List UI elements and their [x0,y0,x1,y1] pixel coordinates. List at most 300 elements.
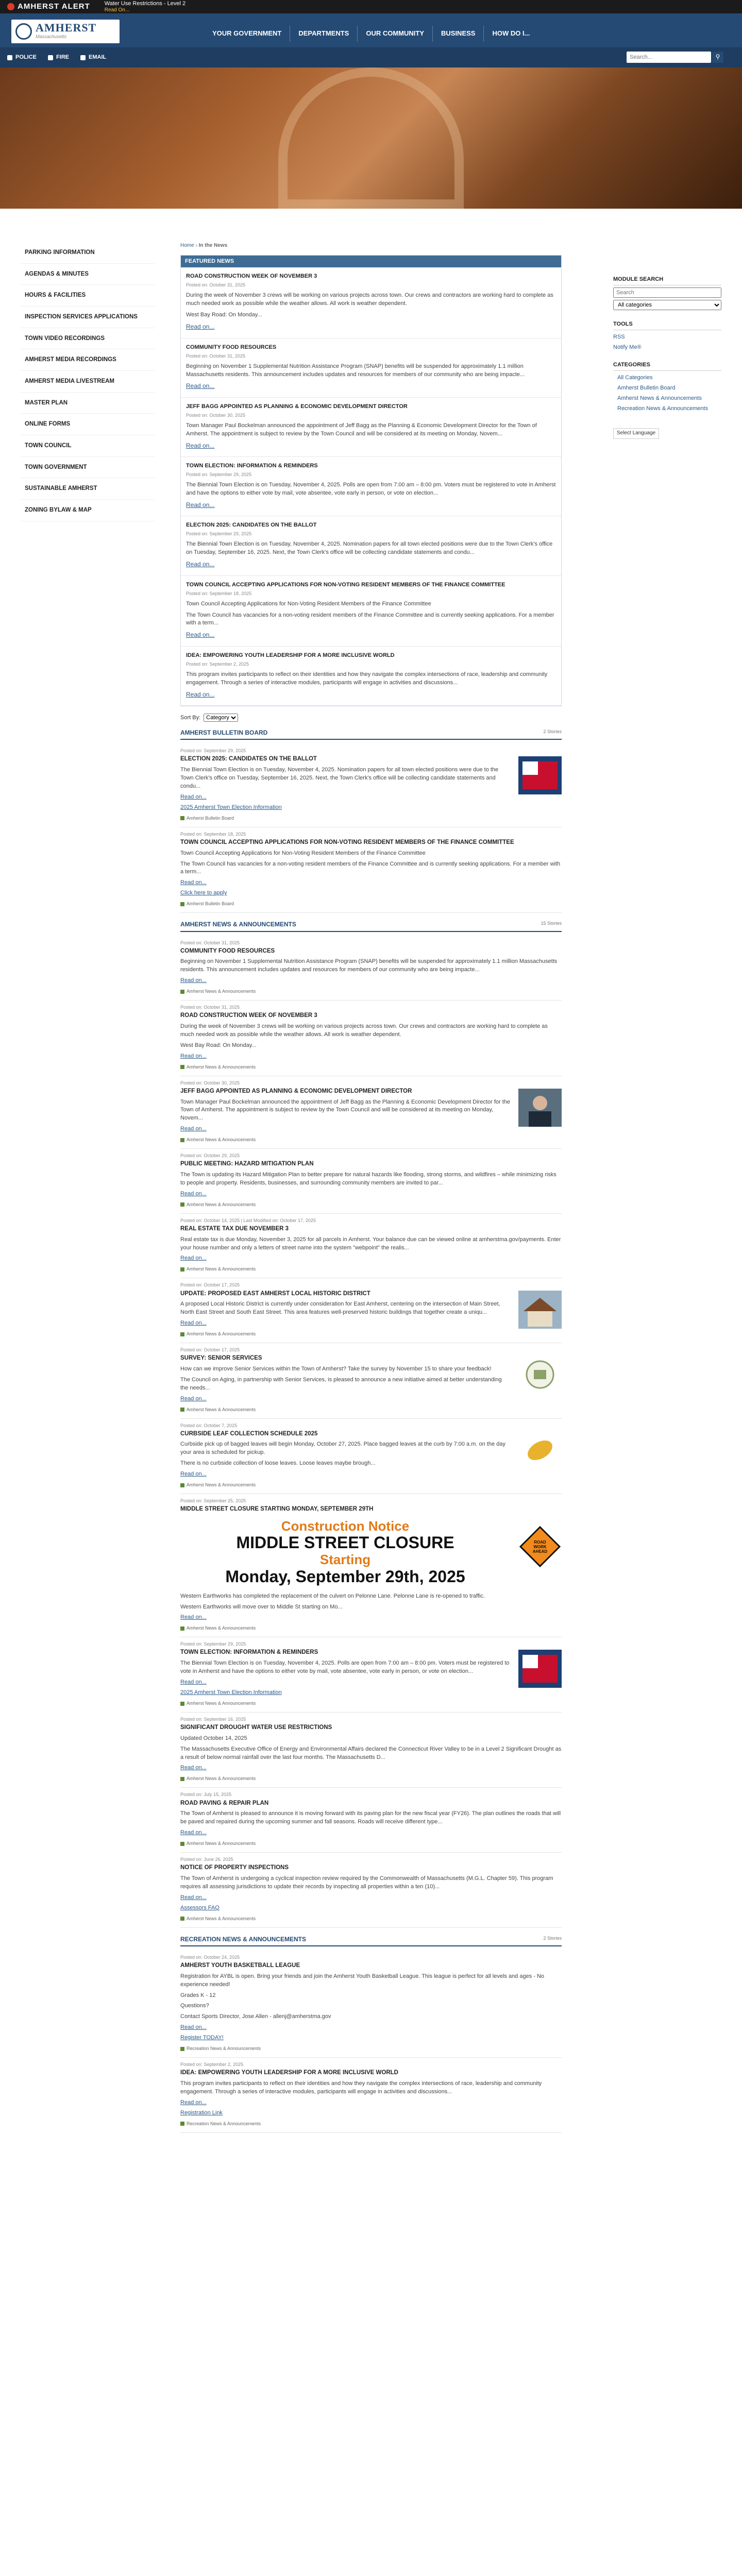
news-item-body [180,1282,510,1337]
news-item-body [180,1347,510,1413]
news-item [180,1001,562,1076]
nav-how-do-i[interactable]: HOW DO I... [483,26,538,42]
section-count: 15 Stories [541,921,562,926]
news-item [180,1278,562,1343]
translate-select[interactable]: Select Language [613,428,659,439]
featured-item [181,338,561,398]
section-title[interactable]: AMHERST BULLETIN BOARD [180,729,268,736]
read-on-link[interactable]: Read on... [180,879,207,886]
read-on-link[interactable]: Read on... [180,1679,207,1686]
featured-item-date: Posted on: September 18, 2025 [186,590,252,596]
news-item-body [180,2061,562,2127]
news-item [180,1853,562,1928]
featured-item-title[interactable]: ELECTION 2025: CANDIDATES ON THE BALLOT [186,522,317,529]
news-item-category-label[interactable]: Amherst News & Announcements [187,989,256,994]
category-icon [180,2047,184,2051]
road-work-sign [518,1525,562,1563]
hero-image [0,67,742,209]
news-item-link[interactable]: Click here to apply [180,890,227,896]
news-item-summary: Beginning on November 1 Supplemental Nutrition Assistance Program (SNAP) benefits will be suspended for approximately 1.1 million Massachusetts residents. This announcement includes updates and resources for members of our community who are being impacte... [180,958,558,973]
news-item [180,1494,562,1637]
read-on-link[interactable]: Read on... [180,1829,207,1836]
category-icon [180,990,184,994]
news-item-summary: Updated October 14, 2025 [180,1735,247,1741]
section-header [180,1935,562,1946]
read-on-link[interactable]: Read on... [180,1320,207,1327]
news-item-thumbnail[interactable] [518,1650,562,1688]
news-item-title[interactable]: SURVEY: SENIOR SERVICES [180,1355,262,1362]
news-item-title[interactable]: ELECTION 2025: CANDIDATES ON THE BALLOT [180,756,317,762]
news-section [180,728,562,913]
news-item-date: Posted on: October 17, 2025 [180,1282,240,1288]
alert-title[interactable]: Water Use Restrictions - Level 2 [104,0,186,7]
news-item-link[interactable]: Registration Link [180,2109,223,2116]
left-nav-item[interactable]: ONLINE FORMS [21,414,155,435]
featured-item-date: Posted on: September 2, 2025 [186,661,249,667]
news-item-date: Posted on: September 25, 2025 [180,1498,246,1504]
news-item-date: Posted on: October 24, 2025 [180,1954,240,1960]
featured-item-title[interactable]: TOWN COUNCIL ACCEPTING APPLICATIONS FOR NON-VOTING RESIDENT MEMBERS OF THE FINANCE COMMITTEE [186,581,505,588]
left-nav-item[interactable]: TOWN GOVERNMENT [21,457,155,479]
featured-item-summary: West Bay Road: On Monday... [186,312,262,318]
news-item-category-label[interactable]: Amherst Bulletin Board [187,901,234,907]
read-on-link[interactable]: Read on... [180,2099,207,2106]
featured-item-title[interactable]: IDEA: EMPOWERING YOUTH LEADERSHIP FOR A MORE INCLUSIVE WORLD [186,652,395,658]
news-item-category [180,1625,510,1632]
read-on-link[interactable]: Read on... [180,977,207,984]
left-nav-item[interactable]: HOURS & FACILITIES [21,285,155,307]
news-item-summary: This program invites participants to reflect on their identities and how they navigate the complex intersections of race, leadership and community engagement. Through a series of interactive modules, participants will engage in activities and discussions... [180,2080,542,2095]
alert-read-on[interactable]: Read On... [104,7,130,13]
read-on-link[interactable]: Read on... [180,1053,207,1059]
news-item-summary: A proposed Local Historic District is currently under consideration for East Amherst, centering on the intersection of Main Street, North East Street and South East Street. This area features well-preserved historic buildings that together create a uniqu... [180,1301,500,1316]
nav-our-community[interactable]: OUR COMMUNITY [357,26,432,42]
news-item-body [180,1217,562,1273]
news-item [180,1214,562,1279]
featured-item-date: Posted on: October 31, 2025 [186,353,246,359]
news-item [180,1343,562,1419]
featured-item-title[interactable]: TOWN ELECTION: INFORMATION & REMINDERS [186,463,318,469]
news-item-category [180,1775,562,1782]
featured-item [181,516,561,575]
brand-name: AMHERST [36,21,97,35]
news-item-category [180,1201,562,1208]
news-item-body [180,831,562,907]
read-on-link[interactable]: Read on... [186,382,215,390]
read-on-link[interactable]: Read on... [186,561,215,568]
news-item-category [180,1840,562,1847]
section-header [180,920,562,931]
news-item-date: Posted on: October 31, 2025 [180,940,240,945]
alert-bell-icon [7,3,14,10]
news-item-category-label[interactable]: Amherst News & Announcements [187,1331,256,1336]
news-item-category [180,1266,562,1273]
featured-news [180,255,562,707]
news-item-category-label[interactable]: Amherst News & Announcements [187,1201,256,1207]
featured-item [181,576,561,647]
read-on-link[interactable]: Read on... [180,1255,207,1262]
featured-item-date: Posted on: September 29, 2025 [186,472,252,478]
news-item-thumbnail[interactable] [518,1355,562,1394]
news-item-summary: There is no curbside collection of loose leaves. Loose leaves maybe brough... [180,1460,376,1467]
news-item-category-label[interactable]: Amherst News & Announcements [187,1840,256,1846]
news-item-thumbnail[interactable] [518,1431,562,1469]
news-item-title[interactable]: COMMUNITY FOOD RESOURCES [180,947,275,954]
left-nav-item[interactable]: MASTER PLAN [21,393,155,414]
read-on-link[interactable]: Read on... [180,2024,207,2031]
read-on-link[interactable]: Read on... [186,323,215,331]
hero-arch [278,67,464,209]
email-link[interactable] [80,54,106,62]
read-on-link[interactable]: Read on... [180,1894,207,1901]
featured-item [181,267,561,338]
tools [613,320,721,353]
read-on-link[interactable]: Read on... [180,1765,207,1771]
news-item-category-label[interactable]: Amherst News & Announcements [187,1625,256,1631]
news-item-category [180,2045,562,2052]
news-item-category-label[interactable]: Recreation News & Announcements [187,2121,261,2126]
featured-item-summary: The Biennial Town Election is on Tuesday, November 4, 2025. Nomination papers for all town elected positions were due to the Town Clerk's office on Tuesday, September 16, 2025. Next, the Town Clerk's office will be collecting candidate statements and condu... [186,541,553,556]
category-icon [180,1332,184,1336]
news-item-summary: During the week of November 3 crews will be working on various projects across town. Our crews and contractors are working hard to complete as much needed work as possible while the weather allows. All work is weather dependent. [180,1023,548,1038]
police-label: POLICE [15,54,37,60]
police-icon [7,55,12,60]
news-item-title[interactable]: IDEA: EMPOWERING YOUTH LEADERSHIP FOR A MORE INCLUSIVE WORLD [180,2070,398,2076]
news-item-link[interactable]: Register TODAY! [180,2035,224,2041]
police-link[interactable] [7,54,37,62]
main-content [180,242,562,2140]
news-item-summary: Western Earthworks will move over to Middle St starting on Mo... [180,1603,343,1610]
news-item-title[interactable]: PUBLIC MEETING: HAZARD MITIGATION PLAN [180,1161,314,1167]
news-item [180,1788,562,1853]
news-item-date: Posted on: October 31, 2025 [180,1005,240,1010]
category-icon [180,1065,184,1069]
left-nav-item[interactable]: AGENDAS & MINUTES [21,264,155,285]
alert-logo: AMHERST ALERT [18,2,90,11]
road-work-sign-label: ROAD WORK AHEAD [532,1540,548,1554]
news-item-category [180,988,562,995]
news-item-summary: The Biennial Town Election is on Tuesday, November 4, 2025. Polls are open from 7:00 am – 8:00 pm. Voters must be registered to vote in Amherst and have the options to either vote by mail, vote absentee, vote early in person, or vote on election... [180,1660,510,1675]
news-item [180,827,562,913]
brand-tagline: Massachusetts [36,34,67,40]
read-on-link[interactable]: Read on... [186,501,215,509]
left-nav-item[interactable]: TOWN VIDEO RECORDINGS [21,328,155,350]
categories-title: CATEGORIES [613,361,721,371]
read-on-link[interactable]: Read on... [186,631,215,639]
module-category-select[interactable] [613,300,721,310]
category-icon [180,1777,184,1781]
module-search [613,276,721,312]
news-item [180,1951,562,2058]
nav-departments[interactable]: DEPARTMENTS [290,26,357,42]
category-icon [180,1202,184,1207]
news-item-link[interactable]: Assessors FAQ [180,1904,220,1911]
news-item-summary: The Town of Amherst is pleased to announce it is moving forward with its paving plan for the new fiscal year (FY26). The plan outlines the roads that will be paved and repaired during the upcoming summer and fall seasons. Roads will receive different type... [180,1810,561,1825]
section-count: 2 Stories [543,729,562,734]
read-on-link[interactable]: Read on... [180,1190,207,1197]
email-icon [80,55,86,60]
section-header [180,728,562,740]
news-item [180,1149,562,1214]
read-on-link[interactable]: Read on... [180,1126,207,1132]
featured-item-title[interactable]: JEFF BAGG APPOINTED AS PLANNING & ECONOMIC DEVELOPMENT DIRECTOR [186,403,408,410]
categories [613,361,721,414]
news-item-title[interactable]: UPDATE: PROPOSED EAST AMHERST LOCAL HISTORIC DISTRICT [180,1290,370,1297]
news-item [180,936,562,1001]
construction-notice-line: MIDDLE STREET CLOSURE [236,1533,454,1552]
news-item-body [180,940,562,995]
news-item [180,744,562,827]
news-item-date: Posted on: September 18, 2025 [180,831,246,837]
news-item [180,1637,562,1713]
news-item-summary: The Biennial Town Election is on Tuesday, November 4, 2025. Nomination papers for all town elected positions were due to the Town Clerk's office on Tuesday, September 16, 2025. Next, the Town Clerk's office will be collecting candidate statements and condu... [180,767,499,789]
category-icon [180,1626,184,1631]
news-item-body [180,1004,562,1071]
fire-link[interactable] [48,54,69,62]
module-search-title: MODULE SEARCH [613,276,721,285]
sort-by [180,714,562,722]
news-item-category [180,1916,562,1922]
news-item-title[interactable]: NOTICE OF PROPERTY INSPECTIONS [180,1865,289,1871]
email-label: EMAIL [89,54,107,60]
news-item-date: Posted on: September 2, 2025 [180,2062,244,2067]
news-item-title[interactable]: MIDDLE STREET CLOSURE STARTING MONDAY, SEPTEMBER 29TH [180,1506,374,1513]
search-icon: ⚲ [715,53,720,61]
left-nav-item[interactable]: TOWN COUNCIL [21,435,155,457]
news-item-category [180,1064,562,1071]
fire-icon [48,55,53,60]
news-item-category-label[interactable]: Amherst News & Announcements [187,1137,256,1143]
news-item-summary: The Town is updating its Hazard Mitigation Plan to better prepare for natural hazards like flooding, strong storms, and wildfires – while minimizing risks to people and property. Residents, businesses, and surrounding community members are invited to par... [180,1172,556,1186]
news-item-date: Posted on: October 14, 2025 | Last Modified on: October 17, 2025 [180,1217,316,1223]
featured-item-summary: During the week of November 3 crews will be working on various projects across town. Our crews and contractors are working hard to complete as much needed work as possible while the weather allows. All work is weather dependent. [186,292,553,307]
news-item-date: Posted on: September 29, 2025 [180,748,246,754]
utility-nav [0,47,742,67]
news-item-title[interactable]: TOWN COUNCIL ACCEPTING APPLICATIONS FOR NON-VOTING RESIDENT MEMBERS OF THE FINANCE COMMITTEE [180,839,514,845]
featured-item-date: Posted on: October 30, 2025 [186,412,246,418]
news-item-body [180,1153,562,1208]
left-nav-item[interactable]: PARKING INFORMATION [21,242,155,264]
news-item-category-label[interactable]: Amherst News & Announcements [187,1700,256,1706]
news-item-title[interactable]: CURBSIDE LEAF COLLECTION SCHEDULE 2025 [180,1430,318,1437]
section-title[interactable]: RECREATION NEWS & ANNOUNCEMENTS [180,1935,307,1943]
section-count: 2 Stories [543,1935,562,1941]
news-item-category [180,1700,510,1707]
news-item [180,1419,562,1495]
section-title[interactable]: AMHERST NEWS & ANNOUNCEMENTS [180,921,296,928]
news-item-category-label[interactable]: Amherst News & Announcements [187,1776,256,1782]
news-item-category [180,901,562,907]
read-on-link[interactable]: Read on... [180,1395,207,1402]
category-icon [180,816,184,820]
news-item-date: Posted on: October 17, 2025 [180,1347,240,1353]
news-item-category-label[interactable]: Recreation News & Announcements [187,2046,261,2052]
read-on-link[interactable]: Read on... [180,793,207,800]
category-link[interactable]: Recreation News & Announcements [617,405,709,412]
category-icon [180,2122,184,2126]
news-item-body [180,1954,562,2052]
news-item-title[interactable]: TOWN ELECTION: INFORMATION & REMINDERS [180,1649,318,1656]
news-item-body [180,1422,510,1489]
featured-item [181,398,561,457]
featured-item-date: Posted on: September 29, 2025 [186,531,252,537]
featured-item-summary: The Town Council has vacancies for a non-voting resident members of the Finance Committee and is currently seeking applications. For a member with a term... [186,612,554,626]
news-item-date: Posted on: June 26, 2025 [180,1857,233,1862]
news-item-category-label[interactable]: Amherst News & Announcements [187,1916,256,1921]
alert-message[interactable] [105,1,185,13]
left-nav-item[interactable]: INSPECTION SERVICES APPLICATIONS [21,307,155,328]
category-icon [180,1842,184,1846]
featured-item [181,647,561,706]
news-item-category [180,2121,562,2127]
news-item-category-label[interactable]: Amherst News & Announcements [187,1406,256,1412]
featured-item-summary: Town Manager Paul Bockelman announced the appointment of Jeff Bagg as the Planning & Economic Development Director for the Town of Amherst. The appointment is subject to review by the Town Council and will be considered at its meeting on Monday, Novem... [186,422,537,437]
news-item-title[interactable]: AMHERST YOUTH BASKETBALL LEAGUE [180,1962,300,1969]
breadcrumb: Home › In the News [180,243,228,248]
news-item-thumbnail[interactable] [518,1089,562,1127]
news-item [180,1076,562,1149]
rss-link[interactable]: RSS [613,333,625,340]
category-icon [180,1702,184,1706]
news-item-date: Posted on: July 15, 2025 [180,1792,232,1798]
category-link[interactable]: All Categories [617,374,653,381]
news-item-summary: Grades K - 12 [180,1992,216,1998]
news-item-summary: How can we improve Senior Services within the Town of Amherst? Take the survey by November 15 to share your feedback! [180,1365,492,1372]
news-item-date: Posted on: October 7, 2025 [180,1422,238,1428]
news-item-body [180,1080,510,1144]
news-item-summary: The Town of Amherst is undergoing a cyclical inspection review required by the Commonwealth of Massachusetts (M.G.L. Chapter 59). This program requires all assessing jurisdictions to update their records by inspecting all properties within a ten (10)... [180,1875,553,1890]
category-link[interactable]: Amherst News & Announcements [617,395,702,401]
category-icon [180,1408,184,1412]
news-item-summary: Contact Sports Director, Jose Allen - allenj@amherstma.gov [180,2013,331,2020]
news-item-summary: Questions? [180,2003,209,2009]
construction-notice-line: Starting [319,1552,371,1568]
news-item-body [180,1498,510,1632]
read-on-link[interactable]: Read on... [180,1471,207,1478]
news-item-body [180,748,510,821]
featured-item-title[interactable]: ROAD CONSTRUCTION WEEK OF NOVEMBER 3 [186,273,317,280]
news-item-category [180,1137,510,1143]
news-item-date: Posted on: September 16, 2025 [180,1716,246,1722]
alert-bar [0,0,742,13]
left-nav-item[interactable]: AMHERST MEDIA LIVESTREAM [21,371,155,393]
news-item-summary: Curbside pick up of bagged leaves will begin Monday, October 27, 2025. Place bagged leaves at the curb by 7:00 a.m. on the day your area is scheduled for pickup. [180,1441,505,1456]
featured-item-summary: Town Council Accepting Applications for Non-Voting Resident Members of the Finance Committee [186,600,431,607]
construction-notice-line: Construction Notice [281,1518,410,1534]
module-search-input[interactable] [613,287,721,298]
site-logo[interactable] [11,20,120,43]
left-nav-item[interactable]: ZONING BYLAW & MAP [21,500,155,521]
news-item-summary: West Bay Road: On Monday... [180,1042,257,1048]
featured-item-summary: Beginning on November 1 Supplemental Nutrition Assistance Program (SNAP) benefits will be suspended for approximately 1.1 million Massachusetts residents. This announcement includes updates and resources for members of our community who are being impacte... [186,363,525,378]
read-on-link[interactable]: Read on... [186,690,215,698]
news-item-date: Posted on: October 30, 2025 [180,1080,240,1086]
read-on-link[interactable]: Read on... [186,442,215,449]
site-search-input[interactable] [627,52,711,63]
left-nav-item[interactable]: AMHERST MEDIA RECORDINGS [21,349,155,371]
breadcrumb-current: In the News [198,243,228,248]
news-item-link[interactable]: 2025 Amherst Town Election Information [180,1689,282,1696]
category-icon [180,1138,184,1142]
nav-business[interactable]: BUSINESS [432,26,483,42]
news-item-summary: The Massachusetts Executive Office of Energy and Environmental Affairs declared the Connecticut River Valley to be in a Level 2 Significant Drought as a result of below normal rainfall over the last four months. The Massachusetts D... [180,1745,562,1760]
construction-notice [180,1519,510,1586]
left-nav [21,242,155,521]
news-item-summary: The Town Council has vacancies for a non-voting resident members of the Finance Committee and is currently seeking applications. For a member with a term... [180,860,561,875]
news-item-title[interactable]: JEFF BAGG APPOINTED AS PLANNING & ECONOMIC DEVELOPMENT DIRECTOR [180,1088,412,1094]
news-item-summary: Western Earthworks has completed the replacement of the culvert on Pelonne Lane. Pelonne Lane is re-opened to traffic. [180,1592,485,1599]
news-item-category-label[interactable]: Amherst News & Announcements [187,1482,256,1488]
news-item-thumbnail[interactable] [518,1291,562,1329]
news-item-link[interactable]: 2025 Amherst Town Election Information [180,804,282,810]
news-item-category-label[interactable]: Amherst Bulletin Board [187,815,234,821]
category-icon [180,1267,184,1272]
news-item-date: Posted on: October 29, 2025 [180,1153,240,1159]
news-item-title[interactable]: SIGNIFICANT DROUGHT WATER USE RESTRICTIONS [180,1724,332,1731]
news-item-summary: Registration for AYBL is open. Bring your friends and join the Amherst Youth Basketball League. This league is perfect for all levels and ages - No experience needed! [180,1973,545,1988]
category-icon [180,1917,184,1921]
news-item [180,1713,562,1788]
fire-label: FIRE [56,54,70,60]
news-item-category-label[interactable]: Amherst News & Announcements [187,1266,256,1272]
search-button[interactable] [712,52,723,63]
sort-by-select[interactable] [204,714,238,722]
nav-your-government[interactable]: YOUR GOVERNMENT [212,29,282,37]
left-nav-item[interactable]: SUSTAINABLE AMHERST [21,478,155,500]
news-item-thumbnail[interactable] [518,756,562,794]
featured-item-summary: The Biennial Town Election is on Tuesday, November 4, 2025. Polls are open from 7:00 am – 8:00 pm. Voters must be registered to vote in Amherst and have the options to either vote by mail, vote absentee, vote early in person, or vote on election... [186,482,556,497]
breadcrumb-home[interactable]: Home [180,243,194,248]
news-item [180,2058,562,2133]
news-item-summary: Town Council Accepting Applications for Non-Voting Resident Members of the Finance Committee [180,850,426,856]
news-item-category [180,1406,510,1413]
featured-item [181,457,561,516]
news-section [180,920,562,1927]
town-seal-icon [15,23,32,40]
featured-title: FEATURED NEWS [181,256,561,268]
news-item-body [180,1641,510,1707]
read-on-link[interactable]: Read on... [180,1614,207,1621]
news-item-category [180,1331,510,1337]
right-sidebar [613,276,721,439]
news-item-title[interactable]: REAL ESTATE TAX DUE NOVEMBER 3 [180,1225,289,1232]
news-item-summary: Town Manager Paul Bockelman announced the appointment of Jeff Bagg as the Planning & Economic Development Director for the Town of Amherst. The appointment is subject to review by the Town Council and will be considered at its meeting on Monday, Novem... [180,1098,511,1122]
news-item-category [180,815,510,822]
notify-me-link[interactable]: Notify Me® [613,344,642,350]
category-icon [180,1483,184,1487]
news-section [180,1935,562,2133]
news-item-body [180,1716,562,1783]
featured-item-title[interactable]: COMMUNITY FOOD RESOURCES [186,344,277,350]
category-icon [180,902,184,906]
news-item-date: Posted on: September 29, 2025 [180,1641,246,1647]
category-link[interactable]: Amherst Bulletin Board [617,384,676,391]
news-item-category [180,1482,510,1488]
featured-item-date: Posted on: October 31, 2025 [186,282,246,288]
main-nav [204,26,538,42]
news-item-title[interactable]: ROAD PAVING & REPAIR PLAN [180,1800,269,1806]
featured-item-summary: This program invites participants to reflect on their identities and how they navigate the complex intersections of race, leadership and community engagement. Through a series of interactive modules, participants will engage in activities and discussions... [186,671,548,686]
news-item-summary: Real estate tax is due Monday, November 3, 2025 for all parcels in Amherst. Your balance due can be viewed online at amherstma.gov/payments. Enter your house number and only a letters of street name into the system "webpoint" the realis... [180,1236,561,1251]
news-item-title[interactable]: ROAD CONSTRUCTION WEEK OF NOVEMBER 3 [180,1012,317,1019]
tools-title: TOOLS [613,320,721,330]
news-item-body [180,1856,562,1922]
news-item-category-label[interactable]: Amherst News & Announcements [187,1064,256,1070]
news-item-body [180,1791,562,1847]
construction-notice-line: Monday, September 29th, 2025 [225,1567,465,1586]
sort-by-label: Sort By: [180,715,201,721]
news-item-summary: The Council on Aging, in partnership with Senior Services, is pleased to announce a new initiative aimed at better understanding the needs... [180,1376,502,1391]
